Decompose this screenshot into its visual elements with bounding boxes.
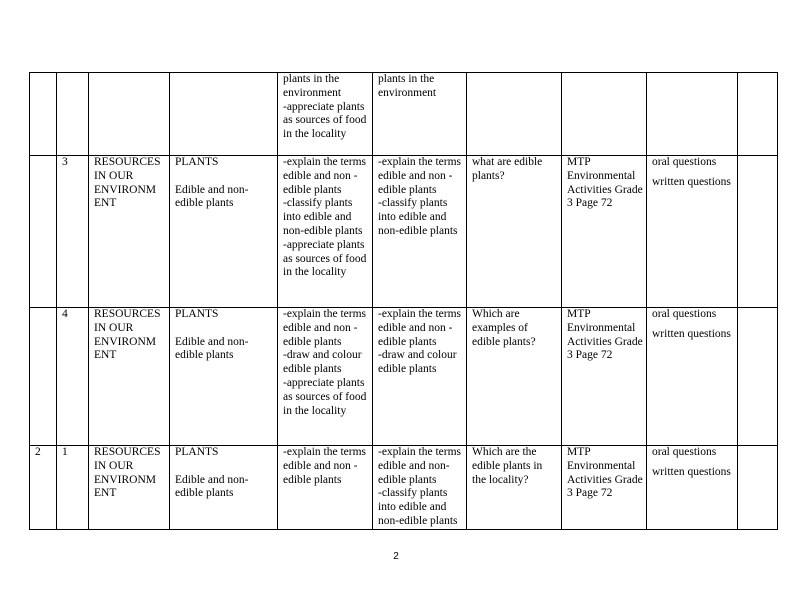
table-row (30, 446, 778, 530)
cell-learning-experiences: plants in the environment (373, 73, 467, 156)
assessment-method-2: written questions (652, 327, 731, 340)
assessment-method-2: written questions (652, 465, 731, 478)
page-number: 2 (393, 551, 399, 562)
cell-sub-strand (170, 308, 278, 446)
cell-strand (89, 73, 170, 156)
cell-lesson: 3 (57, 156, 89, 308)
cell-lesson: 1 (57, 446, 89, 530)
cell-inquiry-question: what are edible plants? (467, 156, 562, 308)
sub-strand-title: PLANTS (175, 156, 219, 168)
cell-remarks (738, 73, 778, 156)
sub-strand-title: PLANTS (175, 308, 219, 320)
assessment-method-1: oral questions (652, 446, 717, 458)
cell-strand: RESOURCES IN OUR ENVIRONM ENT (89, 156, 170, 308)
cell-assessment (647, 156, 738, 308)
cell-resources: MTP Environmental Activities Grade 3 Page 72 (562, 446, 647, 530)
cell-lesson (57, 73, 89, 156)
cell-specific-outcomes: -explain the terms edible and non -edible plants (278, 446, 373, 530)
cell-remarks (738, 446, 778, 530)
cell-learning-experiences: -explain the terms edible and non-edible plants -classify plants into edible and non-edible plants (373, 446, 467, 530)
table-body (30, 73, 778, 530)
cell-sub-strand (170, 446, 278, 530)
table-row (30, 308, 778, 446)
cell-resources: MTP Environmental Activities Grade 3 Page 72 (562, 156, 647, 308)
cell-week (30, 73, 57, 156)
cell-specific-outcomes: -explain the terms edible and non -edible plants -classify plants into edible and non-edible plants -appreciate plants as sources of food in the locality (278, 156, 373, 308)
assessment-method-1: oral questions (652, 156, 717, 168)
cell-inquiry-question: Which are the edible plants in the locality? (467, 446, 562, 530)
cell-assessment (647, 73, 738, 156)
cell-assessment (647, 308, 738, 446)
cell-resources (562, 73, 647, 156)
cell-inquiry-question (467, 73, 562, 156)
cell-specific-outcomes: -explain the terms edible and non -edible plants -draw and colour edible plants -appreciate plants as sources of food in the locality (278, 308, 373, 446)
assessment-method-2: written questions (652, 175, 731, 188)
sub-strand-detail: Edible and non-edible plants (175, 335, 249, 362)
sub-strand-detail: Edible and non-edible plants (175, 183, 249, 210)
cell-learning-experiences: -explain the terms edible and non -edible plants -draw and colour edible plants (373, 308, 467, 446)
table-row (30, 73, 778, 156)
cell-sub-strand (170, 156, 278, 308)
sub-strand-title: PLANTS (175, 446, 219, 458)
cell-inquiry-question: Which are examples of edible plants? (467, 308, 562, 446)
cell-week (30, 156, 57, 308)
table-row (30, 156, 778, 308)
cell-assessment (647, 446, 738, 530)
cell-week: 2 (30, 446, 57, 530)
cell-learning-experiences: -explain the terms edible and non -edible plants -classify plants into edible and non-edible plants (373, 156, 467, 308)
cell-week (30, 308, 57, 446)
cell-specific-outcomes: plants in the environment -appreciate plants as sources of food in the locality (278, 73, 373, 156)
cell-lesson: 4 (57, 308, 89, 446)
cell-resources: MTP Environmental Activities Grade 3 Page 72 (562, 308, 647, 446)
cell-sub-strand (170, 73, 278, 156)
sub-strand-detail: Edible and non-edible plants (175, 473, 249, 500)
cell-strand: RESOURCES IN OUR ENVIRONM ENT (89, 446, 170, 530)
cell-remarks (738, 156, 778, 308)
cell-strand: RESOURCES IN OUR ENVIRONM ENT (89, 308, 170, 446)
assessment-method-1: oral questions (652, 308, 717, 320)
scheme-of-work-table (29, 72, 778, 530)
cell-remarks (738, 308, 778, 446)
